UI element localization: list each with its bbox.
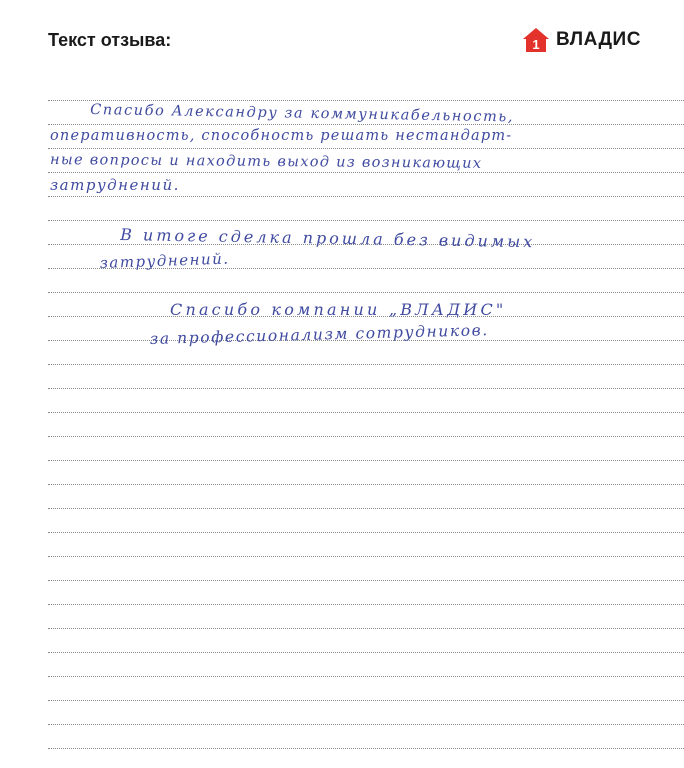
ruled-line (48, 100, 684, 101)
review-line-6: затруднений. (99, 249, 230, 272)
review-line-8: за профессионализм сотрудников. (149, 321, 490, 348)
ruled-line (48, 628, 684, 629)
ruled-line (48, 292, 684, 293)
ruled-line (48, 388, 684, 389)
review-line-7: Спасибо компании „ВЛАДИС" (170, 300, 507, 319)
ruled-line (48, 580, 684, 581)
ruled-line (48, 436, 684, 437)
ruled-line (48, 724, 684, 725)
page-title: Текст отзыва: (48, 30, 172, 50)
ruled-line (48, 604, 684, 605)
ruled-line (48, 172, 684, 173)
review-line-1: Спасибо Александру за коммуникабельность, (90, 102, 515, 126)
ruled-line (48, 676, 684, 677)
ruled-line (48, 412, 684, 413)
ruled-line (48, 364, 684, 365)
ruled-line (48, 484, 684, 485)
ruled-line (48, 220, 684, 221)
ruled-line (48, 508, 684, 509)
ruled-line (48, 532, 684, 533)
ruled-line (48, 460, 684, 461)
review-line-4: затруднений. (50, 176, 180, 194)
logo-number: 1 (532, 37, 540, 52)
ruled-line (48, 748, 684, 749)
ruled-line (48, 196, 684, 197)
review-line-5: В итоге сделка прошла без видимых (120, 225, 536, 252)
brand-name: ВЛАДИС (556, 29, 641, 50)
review-line-3: ные вопросы и находить выход из возникающих (50, 152, 483, 172)
review-line-2: оперативность, способность решать нестандарт- (50, 128, 513, 144)
ruled-line (48, 148, 684, 149)
ruled-line (48, 700, 684, 701)
ruled-line (48, 652, 684, 653)
ruled-line (48, 124, 684, 125)
ruled-line (48, 556, 684, 557)
